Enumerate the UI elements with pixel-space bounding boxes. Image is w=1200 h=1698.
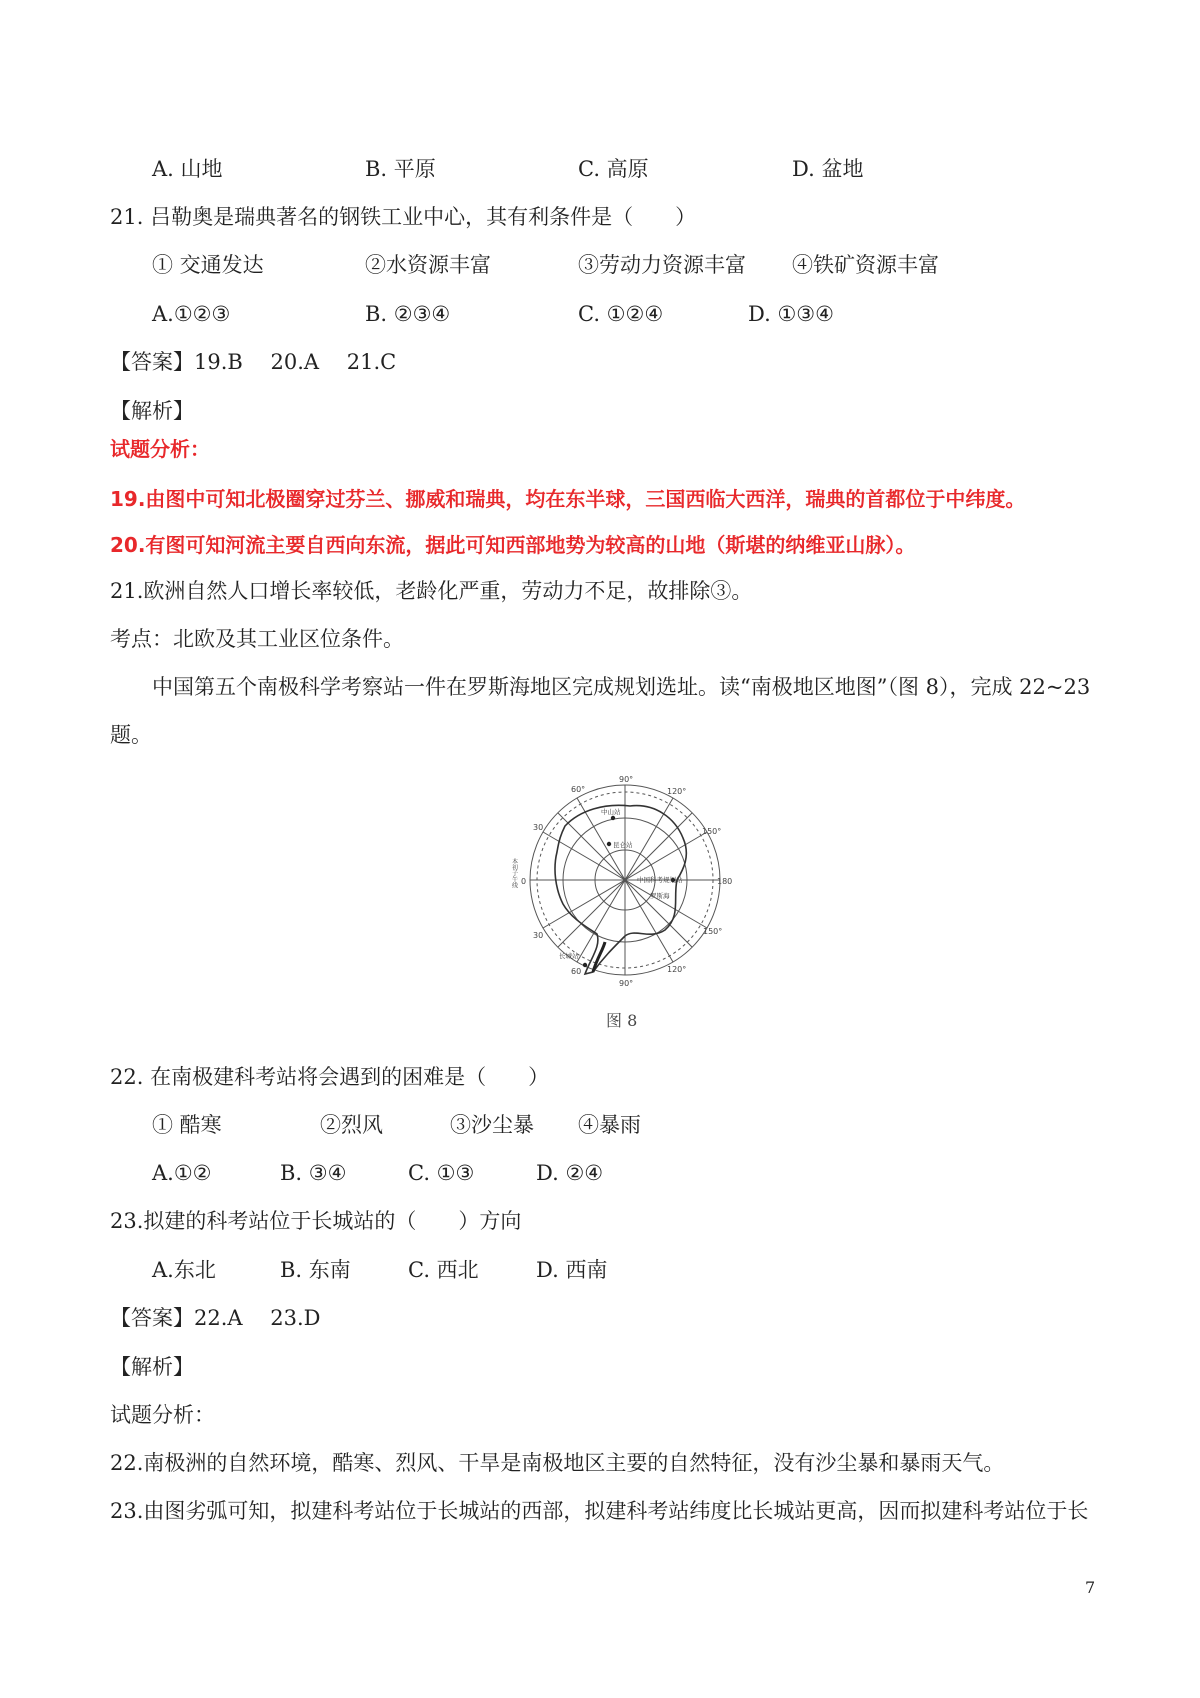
station-dot	[583, 963, 587, 967]
q22-stem: 22. 在南极建科考站将会遇到的困难是（ ）	[110, 1065, 550, 1089]
q23-option-b: B. 东南	[280, 1258, 351, 1282]
q22-option-a: A.①②	[152, 1161, 212, 1185]
q20-option-c: C. 高原	[578, 157, 649, 181]
analysis-subtitle-1: 试题分析：	[110, 437, 210, 461]
analysis-23: 23.由图劣弧可知，拟建科考站位于长城站的西部，拟建科考站纬度比长城站更高，因而拟建科考站位于长	[110, 1499, 1089, 1523]
lon-label: 0	[521, 877, 527, 886]
q23-option-d: D. 西南	[536, 1258, 608, 1282]
kaodian-1: 考点：北欧及其工业区位条件。	[110, 627, 404, 651]
q20-option-a: A. 山地	[152, 157, 223, 181]
q22-item-4: ④暴雨	[578, 1113, 641, 1137]
analysis-22: 22.南极洲的自然环境，酷寒、烈风、干旱是南极地区主要的自然特征，没有沙尘暴和暴雨天气。	[110, 1451, 1005, 1475]
place-label: 罗斯海	[650, 892, 670, 900]
station-dot	[607, 842, 611, 846]
analysis-label-2: 【解析】	[110, 1355, 194, 1379]
q23-stem: 23.拟建的科考站位于长城站的（ ）方向	[110, 1209, 522, 1233]
q23-option-c: C. 西北	[408, 1258, 479, 1282]
antarctica-map-figure	[505, 758, 735, 998]
intro-line-2: 题。	[110, 723, 152, 747]
q22-item-1: ① 酷寒	[152, 1113, 222, 1137]
q21-stem: 21. 吕勒奥是瑞典著名的钢铁工业中心，其有利条件是（ ）	[110, 205, 697, 229]
antarctica-coastline	[555, 805, 686, 974]
q21-option-b: B. ②③④	[365, 302, 451, 326]
place-label: 昆仑站	[613, 841, 633, 849]
q21-item-3: ③劳动力资源丰富	[578, 253, 746, 277]
q21-option-d: D. ①③④	[748, 302, 834, 326]
q22-item-2: ②烈风	[320, 1113, 383, 1137]
q23-option-a: A.东北	[152, 1258, 216, 1282]
analysis-subtitle-2: 试题分析：	[110, 1403, 215, 1427]
station-dot	[611, 816, 615, 820]
lon-label: 180	[717, 877, 733, 886]
lon-label: 150°	[703, 927, 723, 936]
page-number: 7	[1085, 1578, 1096, 1597]
lon-label: 120°	[667, 965, 687, 974]
lon-label: 120°	[667, 787, 687, 796]
lon-label: 90°	[619, 979, 634, 988]
analysis-20: 20.有图可知河流主要自西向东流，据此可知西部地势为较高的山地（斯堪的纳维亚山脉）。	[110, 533, 916, 557]
figure-caption: 图 8	[606, 1011, 638, 1030]
place-label: 中国科考规划站	[637, 876, 683, 884]
lon-label: 30	[533, 823, 544, 832]
analysis-label-1: 【解析】	[110, 399, 194, 423]
lon-label: 60	[571, 967, 582, 976]
q21-item-4: ④铁矿资源丰富	[792, 253, 939, 277]
place-label: 中山站	[601, 808, 621, 816]
q21-option-a: A.①②③	[152, 302, 231, 326]
q21-item-2: ②水资源丰富	[365, 253, 491, 277]
q20-option-b: B. 平原	[365, 157, 436, 181]
q20-option-d: D. 盆地	[792, 157, 864, 181]
analysis-21: 21.欧洲自然人口增长率较低，老龄化严重，劳动力不足，故排除③。	[110, 579, 753, 603]
q21-option-c: C. ①②④	[578, 302, 664, 326]
intro-line-1: 中国第五个南极科学考察站一件在罗斯海地区完成规划选址。读“南极地区地图”（图 8），完成 22~23	[152, 675, 1091, 699]
lon-label: 90°	[619, 775, 634, 784]
q21-item-1: ① 交通发达	[152, 253, 264, 277]
q22-item-3: ③沙尘暴	[450, 1113, 534, 1137]
q22-option-b: B. ③④	[280, 1161, 347, 1185]
prime-meridian-label: 本初子午线	[510, 858, 518, 888]
answer-19-21: 【答案】19.B 20.A 21.C	[110, 350, 397, 374]
place-label: 长城站	[559, 952, 579, 960]
lon-label: 30	[533, 931, 544, 940]
lon-label: 60°	[571, 785, 586, 794]
answer-22-23: 【答案】22.A 23.D	[110, 1306, 321, 1330]
q22-option-c: C. ①③	[408, 1161, 475, 1185]
antarctic-peninsula	[593, 942, 605, 972]
q22-option-d: D. ②④	[536, 1161, 604, 1185]
analysis-19: 19.由图中可知北极圈穿过芬兰、挪威和瑞典，均在东半球，三国西临大西洋，瑞典的首都位于中纬度。	[110, 487, 1026, 511]
lon-label: 150°	[702, 827, 722, 836]
